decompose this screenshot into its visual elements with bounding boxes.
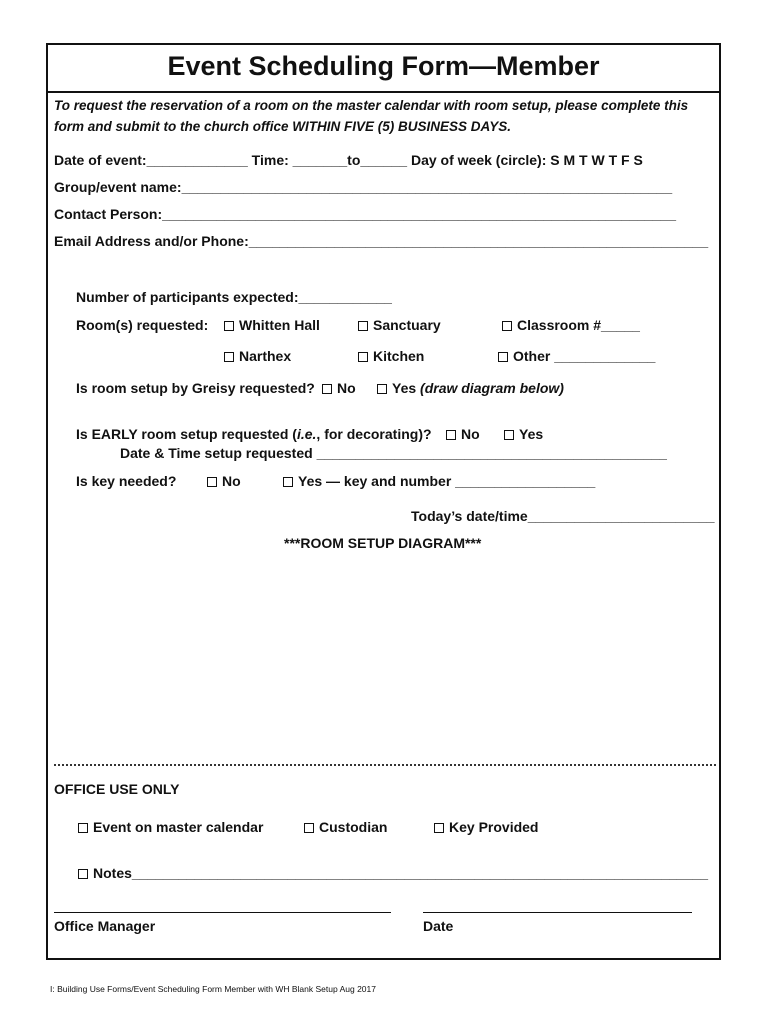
checkbox-icon[interactable] xyxy=(322,384,332,394)
option-label: Yes xyxy=(519,426,544,442)
office-manager-signature-line[interactable] xyxy=(54,912,391,913)
title-box xyxy=(46,43,721,93)
email-phone-field[interactable]: Email Address and/or Phone:___________________________________________________________ xyxy=(54,233,709,249)
setup-yes-note: (draw diagram below) xyxy=(420,380,564,396)
option-label: Custodian xyxy=(319,819,388,835)
date-label: Date xyxy=(423,918,454,934)
room-option-label: Kitchen xyxy=(373,348,425,364)
room-option-label: Sanctuary xyxy=(373,317,441,333)
room-option-classroom[interactable] xyxy=(502,317,640,333)
office-option-event-calendar[interactable] xyxy=(78,819,263,835)
option-label: Yes xyxy=(392,380,417,396)
participants-field[interactable]: Number of participants expected:____________ xyxy=(76,289,392,305)
option-label: Key Provided xyxy=(449,819,539,835)
office-option-custodian[interactable] xyxy=(304,819,387,835)
office-manager-label: Office Manager xyxy=(54,918,156,934)
office-notes-field[interactable] xyxy=(78,865,708,881)
room-option-label: Narthex xyxy=(239,348,292,364)
checkbox-icon[interactable] xyxy=(224,352,234,362)
setup-question: Is room setup by Greisy requested? xyxy=(76,380,315,396)
checkbox-icon[interactable] xyxy=(304,823,314,833)
early-question-text: , for decorating)? xyxy=(316,426,432,442)
checkbox-icon[interactable] xyxy=(498,352,508,362)
option-label: No xyxy=(337,380,356,396)
key-yes-option[interactable] xyxy=(283,473,595,489)
option-label: Event on master calendar xyxy=(93,819,264,835)
room-option-whitten-hall[interactable] xyxy=(224,317,320,333)
room-option-sanctuary[interactable] xyxy=(358,317,441,333)
date-time-day-field[interactable]: Date of event:_____________ Time: _______to______ Day of week (circle): S M T W T F S xyxy=(54,152,643,168)
intro-line-1: To request the reservation of a room on the master calendar with room setup, please complete this xyxy=(54,98,689,113)
checkbox-icon[interactable] xyxy=(358,321,368,331)
office-option-key-provided[interactable] xyxy=(434,819,538,835)
contact-person-field[interactable]: Contact Person:__________________________________________________________________ xyxy=(54,206,677,222)
early-question-ie: i.e. xyxy=(296,426,317,442)
notes-label: Notes__________________________________________________________________________ xyxy=(93,865,709,881)
dotted-divider xyxy=(54,764,716,766)
checkbox-icon[interactable] xyxy=(207,477,217,487)
early-question-text: Is EARLY room setup requested ( xyxy=(76,426,297,442)
room-option-kitchen[interactable] xyxy=(358,348,424,364)
footer-file-path: I: Building Use Forms/Event Scheduling Form Member with WH Blank Setup Aug 2017 xyxy=(50,984,376,994)
date-signature-line[interactable] xyxy=(423,912,692,913)
room-option-other[interactable] xyxy=(498,348,655,364)
setup-no-option[interactable] xyxy=(322,380,356,396)
option-label: No xyxy=(461,426,480,442)
checkbox-icon[interactable] xyxy=(377,384,387,394)
checkbox-icon[interactable] xyxy=(78,869,88,879)
diagram-title: ***ROOM SETUP DIAGRAM*** xyxy=(284,535,482,551)
checkbox-icon[interactable] xyxy=(446,430,456,440)
group-event-name-field[interactable]: Group/event name:_______________________________________________________________ xyxy=(54,179,673,195)
checkbox-icon[interactable] xyxy=(434,823,444,833)
room-option-label: Other _____________ xyxy=(513,348,656,364)
office-use-heading: OFFICE USE ONLY xyxy=(54,781,180,797)
early-yes-option[interactable] xyxy=(504,426,543,442)
room-option-label: Classroom #_____ xyxy=(517,317,640,333)
todays-date-field[interactable]: Today’s date/time________________________ xyxy=(411,508,715,524)
room-option-label: Whitten Hall xyxy=(239,317,320,333)
checkbox-icon[interactable] xyxy=(283,477,293,487)
checkbox-icon[interactable] xyxy=(504,430,514,440)
rooms-label: Room(s) requested: xyxy=(76,317,209,333)
room-option-narthex[interactable] xyxy=(224,348,291,364)
intro-line-2: form and submit to the church office WITHIN FIVE (5) BUSINESS DAYS. xyxy=(54,119,512,134)
checkbox-icon[interactable] xyxy=(502,321,512,331)
key-question: Is key needed? xyxy=(76,473,177,489)
early-setup-question xyxy=(76,426,432,442)
early-no-option[interactable] xyxy=(446,426,480,442)
setup-yes-option[interactable] xyxy=(377,380,564,396)
setup-datetime-field[interactable]: Date & Time setup requested _____________________________________________ xyxy=(120,445,667,461)
key-no-option[interactable] xyxy=(207,473,241,489)
checkbox-icon[interactable] xyxy=(78,823,88,833)
checkbox-icon[interactable] xyxy=(358,352,368,362)
option-label: No xyxy=(222,473,241,489)
option-label: Yes — key and number __________________ xyxy=(298,473,596,489)
form-title: Event Scheduling Form—Member xyxy=(167,51,600,81)
checkbox-icon[interactable] xyxy=(224,321,234,331)
